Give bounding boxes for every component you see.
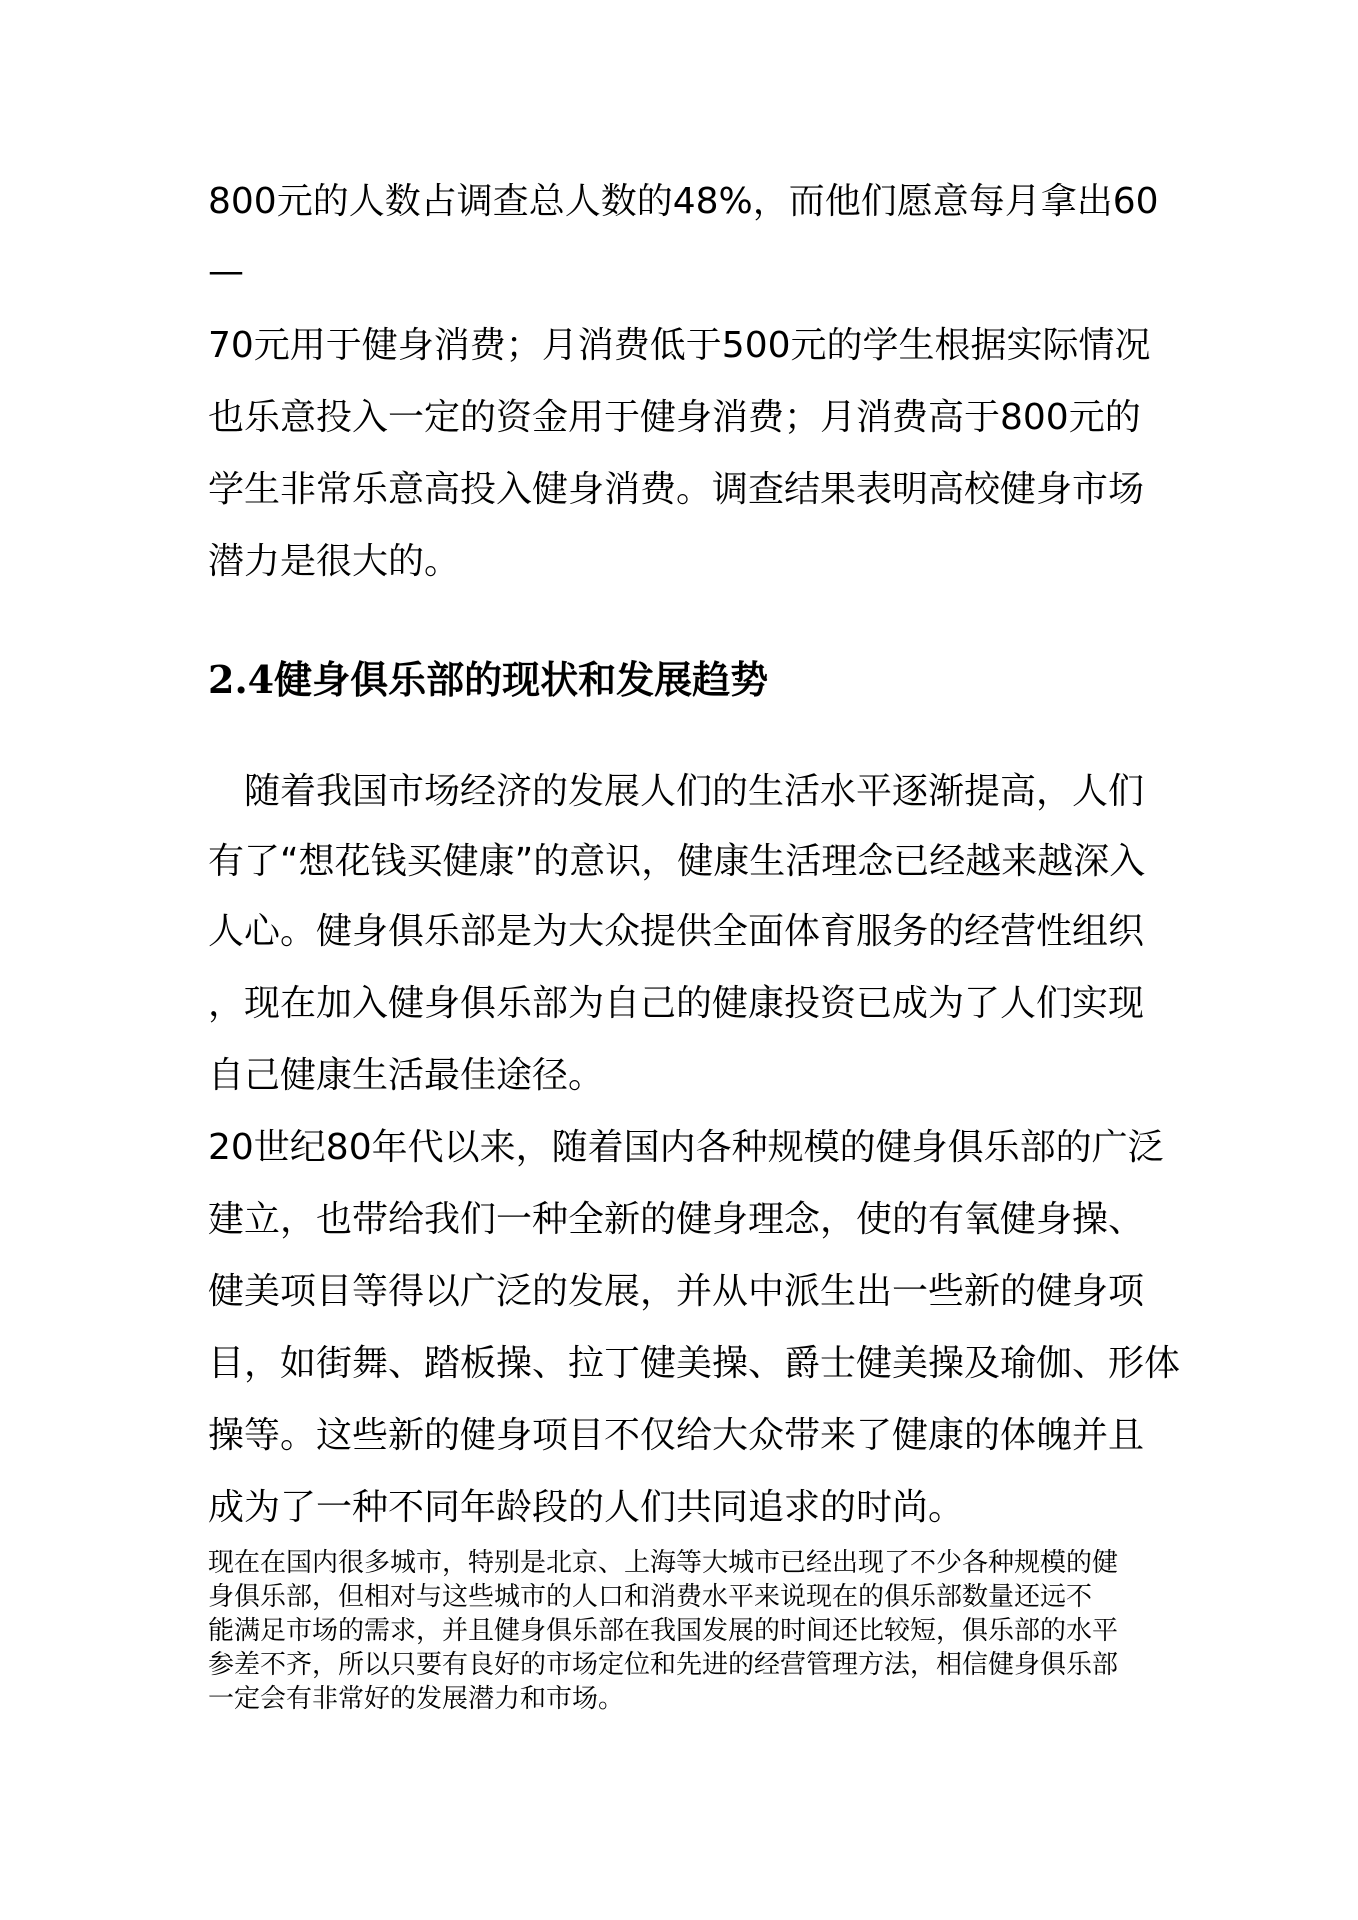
paragraph-line: 有了“想花钱买健康”的意识，健康生活理念已经越来越深入 bbox=[208, 841, 1146, 882]
paragraph-line: 800元的人数占调查总人数的48%，而他们愿意每月拿出60 bbox=[208, 181, 1159, 222]
paragraph-line: 操等。这些新的健身项目不仅给大众带来了健康的体魄并且 bbox=[208, 1415, 1145, 1456]
paragraph-line: 潜力是很大的。 bbox=[208, 541, 461, 582]
paragraph-line: 20世纪80年代以来，随着国内各种规模的健身俱乐部的广泛 bbox=[208, 1127, 1164, 1168]
paragraph-line: 随着我国市场经济的发展人们的生活水平逐渐提高，人们 bbox=[244, 771, 1145, 812]
small-paragraph-line: 参差不齐，所以只要有良好的市场定位和先进的经营管理方法，相信健身俱乐部 bbox=[208, 1650, 1119, 1680]
paragraph-line: 目，如街舞、踏板操、拉丁健美操、爵士健美操及瑜伽、形体 bbox=[208, 1343, 1181, 1384]
paragraph-line: 自己健康生活最佳途径。 bbox=[208, 1055, 605, 1096]
small-paragraph-line: 身俱乐部，但相对与这些城市的人口和消费水平来说现在的俱乐部数量还远不 bbox=[208, 1582, 1093, 1612]
small-paragraph-line: 一定会有非常好的发展潜力和市场。 bbox=[208, 1684, 625, 1714]
paragraph-line: 也乐意投入一定的资金用于健身消费；月消费高于800元的 bbox=[208, 397, 1141, 438]
paragraph-line: — bbox=[208, 251, 244, 292]
small-paragraph-line: 能满足市场的需求，并且健身俱乐部在我国发展的时间还比较短，俱乐部的水平 bbox=[208, 1616, 1119, 1646]
paragraph-line: ，现在加入健身俱乐部为自己的健康投资已成为了人们实现 bbox=[208, 983, 1145, 1024]
section-heading: 2.4健身俱乐部的现状和发展趋势 bbox=[208, 657, 769, 702]
paragraph-line: 70元用于健身消费；月消费低于500元的学生根据实际情况 bbox=[208, 325, 1151, 366]
paragraph-line: 学生非常乐意高投入健身消费。调查结果表明高校健身市场 bbox=[208, 469, 1145, 510]
paragraph-line: 健美项目等得以广泛的发展，并从中派生出一些新的健身项 bbox=[208, 1271, 1145, 1312]
small-paragraph-line: 现在在国内很多城市，特别是北京、上海等大城市已经出现了不少各种规模的健 bbox=[208, 1548, 1119, 1578]
paragraph-line: 建立，也带给我们一种全新的健身理念，使的有氧健身操、 bbox=[208, 1199, 1145, 1240]
paragraph-line: 成为了一种不同年龄段的人们共同追求的时尚。 bbox=[208, 1487, 965, 1528]
paragraph-line: 人心。健身俱乐部是为大众提供全面体育服务的经营性组织 bbox=[208, 911, 1145, 952]
